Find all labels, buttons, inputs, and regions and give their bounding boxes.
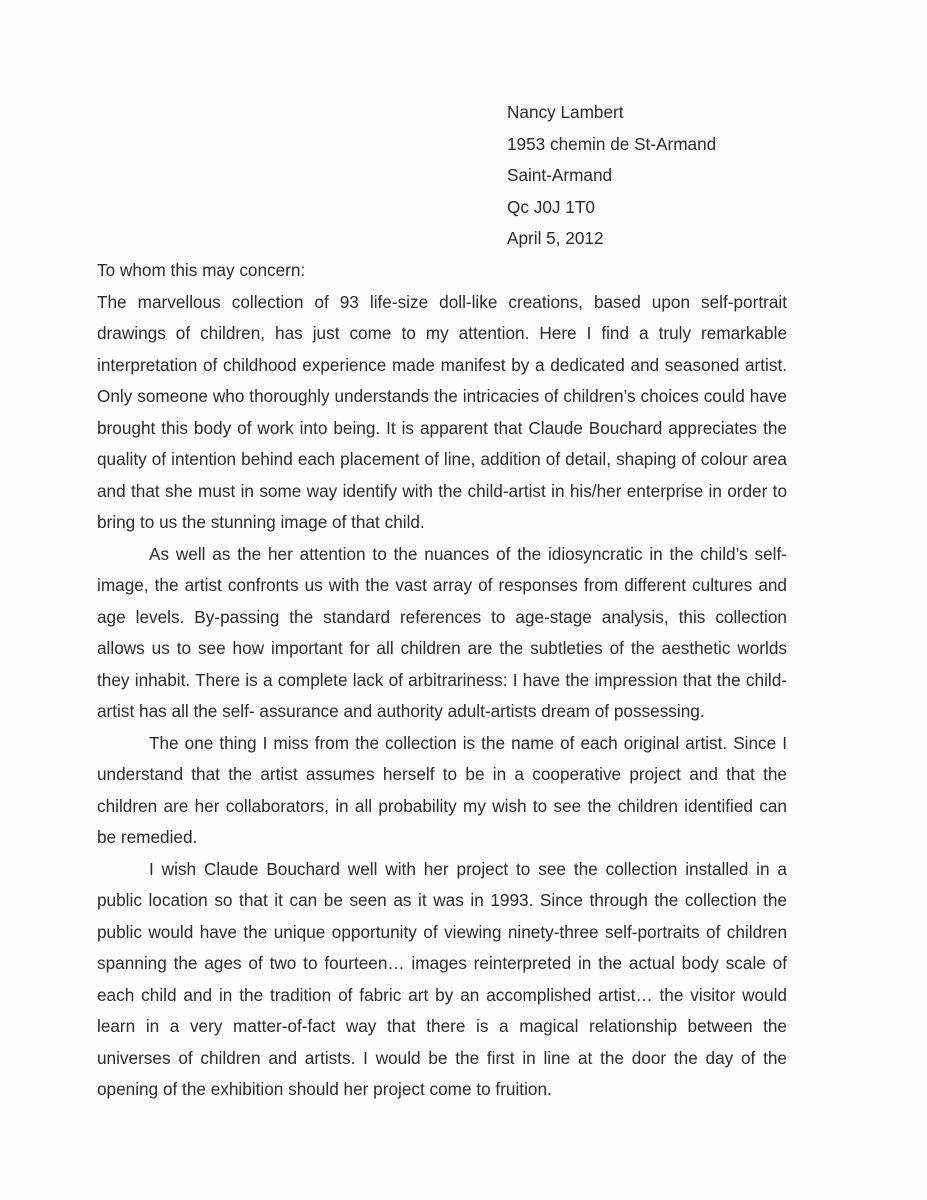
paragraph-3: The one thing I miss from the collection is the name of each original artist. Since I understand that the artist assumes herself to be in a cooperative project and that the children are her collaborators, in all probability my wish to see the children identified can be remedied.: [97, 732, 787, 847]
paragraph-1: The marvellous collection of 93 life-size doll-like creations, based upon self-portrait drawings of children, has just come to my attention. Here I find a truly remarkable interpretation of childhood experience made manifest by a dedicated and seasoned artist. Only someone who thoroughly understands the intricacies of children’s choices could have brought this body of work into being. It is apparent that Claude Bouchard appreciates the quality of intention behind each placement of line, addition of detail, shaping of colour area and that she must in some way identify with the child-artist in his/her enterprise in order to bring to us the stunning image of that child.: [97, 291, 787, 532]
paragraph-4: I wish Claude Bouchard well with her project to see the collection installed in a public location so that it can be seen as it was in 1993. Since through the collection the public would have the unique opportunity of viewing ninety-three self-portraits of children spanning the ages of two to fourteen… images reinterpreted in the actual body scale of each child and in the tradition of fabric art by an accomplished artist… the visitor would learn in a very matter-of-fact way that there is a magical relationship between the universes of children and artists. I would be the first in line at the door the day of the opening of the exhibition should her project come to fruition.: [97, 858, 787, 1099]
letter-body: [97, 255, 787, 1106]
sender-address-block: [507, 97, 716, 255]
sender-street: 1953 chemin de St-Armand: [507, 133, 717, 154]
sender-name: Nancy Lambert: [507, 102, 624, 122]
salutation: To whom this may concern:: [97, 260, 306, 280]
sender-city: Saint-Armand: [507, 165, 613, 186]
letter-date: April 5, 2012: [507, 228, 604, 249]
sender-province-postal: Qc J0J 1T0: [507, 196, 595, 217]
paragraph-2: As well as the her attention to the nuances of the idiosyncratic in the child’s self-image, the artist confronts us with the vast array of responses from different cultures and age levels. By-passing the standard references to age-stage analysis, this collection allows us to see how important for all children are the subtleties of the aesthetic worlds they inhabit. There is a complete lack of arbitrariness: I have the impression that the child-artist has all the self- assurance and authority adult-artists dream of possessing.: [97, 543, 787, 721]
